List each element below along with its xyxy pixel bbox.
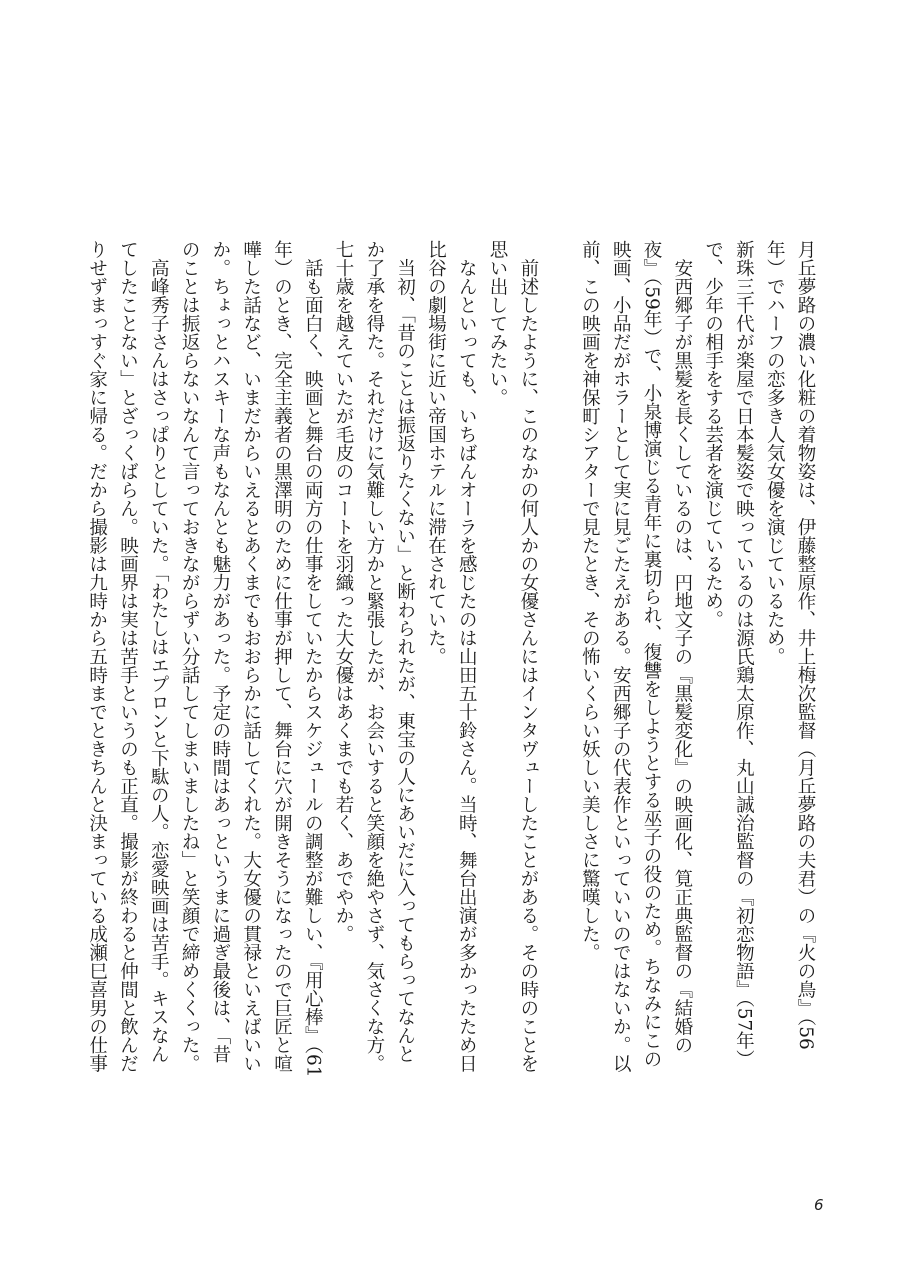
text-line: なんといっても、いちばんオーラを感じたのは山田五十鈴さん。当時、舞台出演が多かったため日 bbox=[456, 240, 478, 1073]
paragraph-break bbox=[543, 240, 574, 1100]
text-line: 思い出してみたい。 bbox=[487, 240, 509, 407]
text-line: か。ちょっとハスキーな声もなんとも魅力があった。予定の時間はあっというまに過ぎ最後は、「昔 bbox=[209, 240, 231, 1064]
text-line: 年）でハーフの恋多き人気女優を演じているため。 bbox=[764, 240, 786, 666]
text-line: のことは振返らないなんて言っておきながらずい分話してしまいましたね」と笑顔で締めくくった。 bbox=[179, 240, 201, 1073]
page-number: 6 bbox=[814, 1196, 824, 1214]
text-line: 嘩した話など、いまだからいえるとあくまでもおおらかに話してくれた。大女優の貫禄といえばいい bbox=[240, 240, 262, 1073]
text-line: 夜』（59年）で、小泉博演じる青年に裏切られ、復讐をしようとする巫子の役のため。ちなみにこの bbox=[641, 240, 663, 1069]
text-line: 当初、「昔のことは振返りたくない」と断わられたが、東宝の人にあいだに入ってもらってなんと bbox=[394, 240, 416, 1064]
text-line: 前述したように、このなかの何人かの女優さんにはインタヴューしたことがある。その時のことを bbox=[517, 240, 539, 1073]
text-line: 高峰秀子さんはさっぱりとしていた。「わたしはエプロンと下駄の人。恋愛映画は苦手。キスなん bbox=[148, 240, 170, 1064]
vertical-text-body bbox=[81, 240, 820, 1100]
text-line: で、少年の相手をする芸者を演じているため。 bbox=[702, 240, 724, 629]
text-line: りせずまっすぐ家に帰る。だから撮影は九時から五時までときちんと決まっている成瀬巳喜男の仕事 bbox=[86, 240, 108, 1073]
text-line: 年）のとき、完全主義者の黒澤明のために仕事が押して、舞台に穴が開きそうになったので巨匠と喧 bbox=[271, 240, 293, 1073]
text-line: 前、この映画を神保町シアターで見たとき、その怖いくらい妖しい美しさに驚嘆した。 bbox=[579, 240, 601, 962]
text-line: 比谷の劇場街に近い帝国ホテルに滞在されていた。 bbox=[425, 240, 447, 666]
text-line: 安西郷子が黒髪を長くしているのは、円地文子の『黒髪変化』の映画化、筧正典監督の『結婚の bbox=[671, 240, 693, 1054]
text-line: てしたことない」とざっくばらん。映画界は実は苦手というのも正直。撮影が終わると仲間と飲んだ bbox=[117, 240, 139, 1073]
text-line: 月丘夢路の濃い化粧の着物姿は、伊藤整原作、井上梅次監督（月丘夢路の夫君）の『火の鳥』（56 bbox=[795, 240, 816, 1050]
text-line: 新珠三千代が楽屋で日本髪姿で映っているのは源氏鶏太原作、丸山誠治監督の『初恋物語』（57年） bbox=[733, 240, 755, 1069]
text-line: 映画、小品だがホラーとして実に見ごたえがある。安西郷子の代表作といっていいのではないか。以 bbox=[610, 240, 632, 1073]
text-line: か了承を得た。それだけに気難しい方かと緊張したが、お会いすると笑顔を絶やさず、気さくな方。 bbox=[363, 240, 385, 1073]
text-line: 七十歳を越えていたが毛皮のコートを羽織った大女優はあくまでも若く、あでやか。 bbox=[333, 240, 355, 943]
text-line: 話も面白く、映画と舞台の両方の仕事をしていたからスケジュールの調整が難しい、『用心棒』（61 bbox=[302, 240, 324, 1078]
